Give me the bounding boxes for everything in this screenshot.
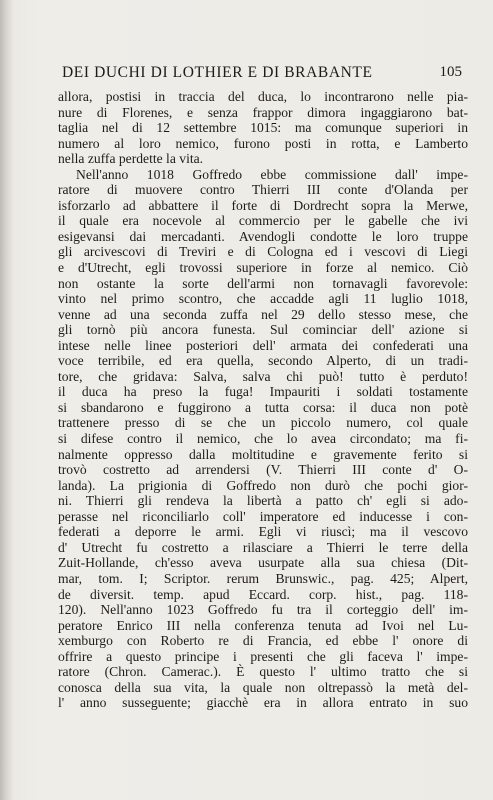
text-line: ni. Thierri gli rendeva la libertà a patto ch' egli si ado- [58, 493, 468, 509]
page-number: 105 [439, 64, 462, 80]
text-line: isforzarlo ad abbattere il forte di Dordrecht sopra la Merwe, [58, 197, 468, 213]
text-line: Zuit-Hollande, ch'esso aveva usurpate alla sua chiesa (Dit- [58, 555, 468, 571]
text-line: federati a deporre le armi. Egli vi riuscì; ma il vescovo [58, 524, 468, 540]
text-line: si sbandarono e fuggirono a tutta corsa: il duca non potè [58, 399, 468, 415]
text-line: allora, postisi in traccia del duca, lo incontrarono nelle pia- [58, 89, 468, 104]
text-line: trovò costretto ad arrendersi (V. Thierri III conte d' O- [58, 462, 468, 478]
text-line: e d'Utrecht, egli trovossi superiore in forze al nemico. Ciò [58, 260, 468, 276]
text-line: landa). La prigionia di Goffredo non durò che pochi gior- [58, 477, 468, 493]
text-line: de diversit. temp. apud Eccard. corp. hist., pag. 118- [58, 586, 468, 602]
text-line: d' Utrecht fu costretto a rilasciare a Thierri le terre della [58, 539, 468, 555]
text-line: perasse nel riconciliarlo coll' imperatore ed inducesse i con- [58, 508, 468, 524]
text-line: mar, tom. I; Scriptor. rerum Brunswic., pag. 425; Alpert, [58, 570, 468, 586]
text-line: nella zuffa perdette la vita. [58, 151, 204, 167]
text-line: tore, che gridava: Salva, salva chi può! tutto è perduto! [58, 368, 468, 384]
text-line: il quale era nocevole al commercio per le gabelle che ivi [58, 213, 468, 229]
text-line: numero al loro nemico, furono posti in rotta, e Lamberto [58, 135, 468, 151]
text-line: peratore Enrico III nella conferenza tenuta ad Ivoi nel Lu- [58, 617, 468, 633]
page-header [62, 64, 462, 82]
page-binding-shadow [0, 0, 14, 800]
text-line: conosca della sua vita, la quale non oltrepassò la metà del- [58, 679, 468, 695]
text-line: 120). Nell'anno 1023 Goffredo fu tra il corteggio dell' im- [58, 602, 468, 618]
text-line: intese nelle linee posteriori dell' armata dei confederati una [58, 337, 468, 353]
text-line: il duca ha preso la fuga! Impauriti i soldati tostamente [58, 384, 468, 400]
text-line: l' anno susseguente; giacchè era in allora entrato in suo [58, 695, 468, 711]
text-line: non ostante la sorte dell'armi non tornavagli favorevole: [58, 275, 468, 291]
text-line: nalmente oppresso dalla moltitudine e gravemente ferito si [58, 446, 468, 462]
text-line: taglia nel di 12 settembre 1015: ma comunque superiori in [58, 120, 468, 136]
running-head: DEI DUCHI DI LOTHIER E DI BRABANTE [62, 64, 373, 81]
text-line: Nell'anno 1018 Goffredo ebbe commissione dall' impe- [76, 166, 468, 182]
text-line: vinto nel primo scontro, che accadde agli 11 luglio 1018, [58, 291, 468, 307]
text-line: venne ad una seconda zuffa nel 29 dello stesso mese, che [58, 306, 468, 322]
text-line: gli arcivescovi di Treviri e di Cologna ed i vescovi di Liegi [58, 244, 468, 260]
text-line: offrire a questo principe i presenti che gli faceva l' impe- [58, 648, 468, 664]
text-line: ratore di muovere contro Thierri III conte d'Olanda per [58, 182, 468, 198]
text-line: nure di Florenes, e senza frappor dimora ingaggiarono bat- [58, 104, 468, 120]
text-line: gli tornò più ancora funesta. Sul cominciar dell' azione si [58, 322, 468, 338]
text-line: ratore (Chron. Camerac.). È questo l' ultimo tratto che si [58, 664, 468, 680]
text-line: trattenere presso di se che un piccolo numero, col quale [58, 415, 468, 431]
text-line: esigevansi dai mercadanti. Avendogli condotte le loro truppe [58, 228, 468, 244]
body-text [58, 89, 468, 711]
text-line: si difese contro il nemico, che lo avea circondato; ma fi- [58, 431, 468, 447]
text-line: voce terribile, ed era quella, secondo Alperto, di un tradi- [58, 353, 468, 369]
text-line: xemburgo con Roberto re di Francia, ed ebbe l' onore di [58, 633, 468, 649]
